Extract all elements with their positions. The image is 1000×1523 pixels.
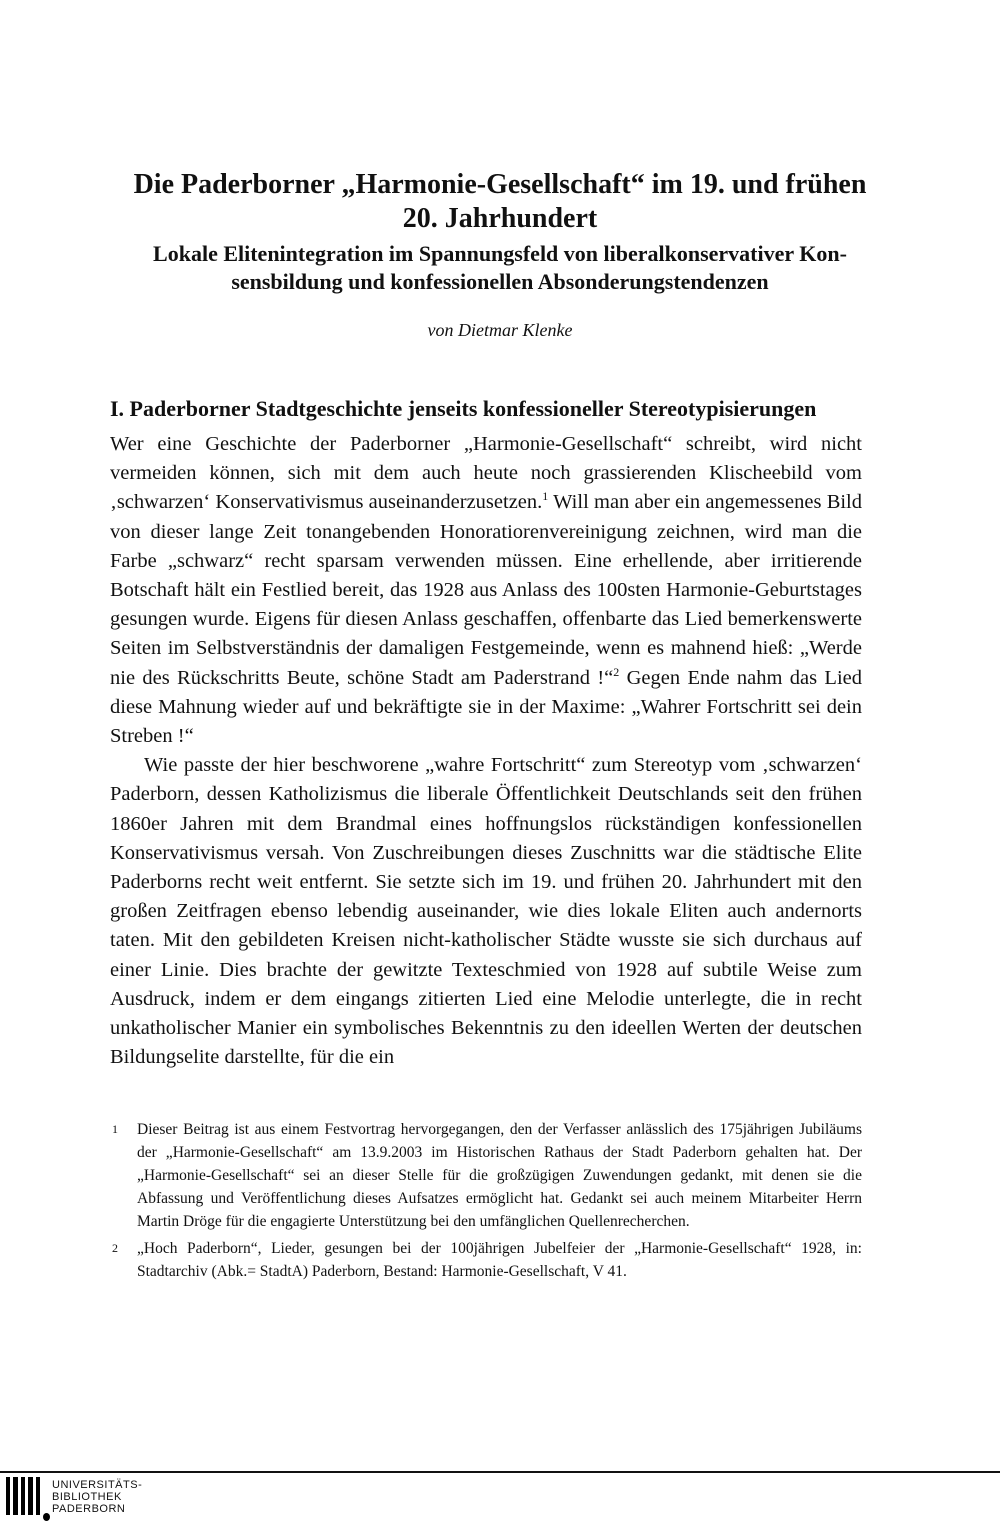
page-footer: [0, 1465, 1000, 1523]
footnotes: [110, 1118, 862, 1287]
footnote-2: [110, 1237, 862, 1283]
library-name-line-3: PADERBORN: [52, 1503, 126, 1515]
document-title: [110, 168, 890, 236]
footnote-ref-2[interactable]: 2: [613, 664, 620, 679]
author-byline: von Dietmar Klenke: [427, 320, 573, 340]
footnote-ref-1[interactable]: 1: [542, 489, 549, 504]
footnote-number: 1: [112, 1122, 118, 1136]
library-name: [52, 1479, 202, 1515]
paragraph-1-part-1: Wer eine Geschichte der Paderborner „Harmonie-Gesellschaft“ schreibt, wird nicht vermeiden können, sich mit dem auch heute noch grassierenden Klischeebild vom ‚schwarzen‘ Konservativismus auseinanderzusetzen.: [110, 433, 862, 514]
library-logo-icon: [6, 1477, 50, 1523]
footnote-text: „Hoch Paderborn“, Lieder, gesungen bei der 100jährigen Jubelfeier der „Harmonie-Gesellschaft“ 1928, in: Stadtarchiv (Abk.= StadtA) Paderborn, Bestand: Harmonie-Gesellschaft, V 41.: [137, 1240, 862, 1280]
section-heading: I. Paderborner Stadtgeschichte jenseits konfessioneller Stereotypisierungen: [110, 396, 817, 421]
title-line-1: Die Paderborner „Harmonie-Gesellschaft“ im 19. und frühen: [133, 169, 867, 200]
footnote-number: 2: [112, 1241, 118, 1255]
footnote-1: [110, 1118, 862, 1233]
paragraph-1-part-3: Gegen Ende nahm das Lied diese Mahnung wieder auf und bekräftigte sie in der Maxime: „Wahrer Fortschritt sei dein Streben !“: [110, 666, 863, 748]
paragraph-1-part-2: Will man aber ein angemessenes Bild von dieser lange Zeit tonangebenden Honoratiorenvereinigung zeichnen, wird man die Farbe „schwarz“ recht sparsam verwenden müssen. Eine erhellende, aber irritierende Botschaft hält ein Festlied bereit, das 1928 aus Anlass des 100sten Harmonie-Geburtstages gesungen wurde. Eigens für diesen Anlass geschaffen, offenbarte das Lied bemerkenswerte Seiten im Selbstverständnis der damaligen Festgemeinde, wenn es mahnend hieß: „Werde nie des Rückschritts Beute, schöne Stadt am Paderstrand !“: [110, 491, 863, 689]
footer-divider: [0, 1471, 1000, 1473]
paragraph-1: [110, 430, 862, 751]
subtitle-line-1: Lokale Elitenintegration im Spannungsfeld von liberalkonservativer Kon-: [153, 241, 847, 266]
library-name-line-2: BIBLIOTHEK: [52, 1491, 122, 1503]
library-name-line-1: UNIVERSITÄTS-: [52, 1479, 143, 1491]
title-line-2: 20. Jahrhundert: [402, 203, 598, 234]
body-text: [110, 430, 862, 1072]
document-subtitle: [110, 240, 890, 296]
subtitle-line-2: sensbildung und konfessionellen Absonderungstendenzen: [231, 269, 769, 294]
footnote-text: Dieser Beitrag ist aus einem Festvortrag hervorgegangen, den der Verfasser anlässlich des 175jährigen Jubiläums der „Harmonie-Gesellschaft“ am 13.9.2003 im Historischen Rathaus der Stadt Paderborn gehalten hat. Der „Harmonie-Gesellschaft“ sei an dieser Stelle für die großzügigen Zuwendungen gedankt, mit denen sie die Abfassung und Veröffentlichung dieses Aufsatzes ermöglicht hat. Gedankt sei auch meinem Mitarbeiter Herrn Martin Dröge für die engagierte Unterstützung bei den umfänglichen Quellenrecherchen.: [137, 1121, 862, 1230]
paragraph-2: Wie passte der hier beschworene „wahre Fortschritt“ zum Stereotyp vom ‚schwarzen‘ Paderborn, dessen Katholizismus die liberale Öffentlichkeit Deutschlands seit den frühen 1860er Jahren mit dem Brandmal eines hoffnungslos rückständigen konfessionellen Konservativismus versah. Von Zuschreibungen dieses Zuschnitts war die städtische Elite Paderborns recht weit entfernt. Sie setzte sich im 19. und frühen 20. Jahrhundert mit den großen Zeitfragen ebenso lebendig auseinander, wie dies lokale Eliten auch andernorts taten. Mit den gebildeten Kreisen nicht-katholischer Städte wusste sie sich durchaus auf einer Linie. Dies brachte der gewitzte Texteschmied von 1928 auf subtile Weise zum Ausdruck, indem er dem eingangs zitierten Lied eine Melodie unterlegte, die in recht unkatholischer Manier ein symbolisches Bekenntnis zu den ideellen Werten der deutschen Bildungselite darstellte, für die ein: [110, 754, 862, 1069]
